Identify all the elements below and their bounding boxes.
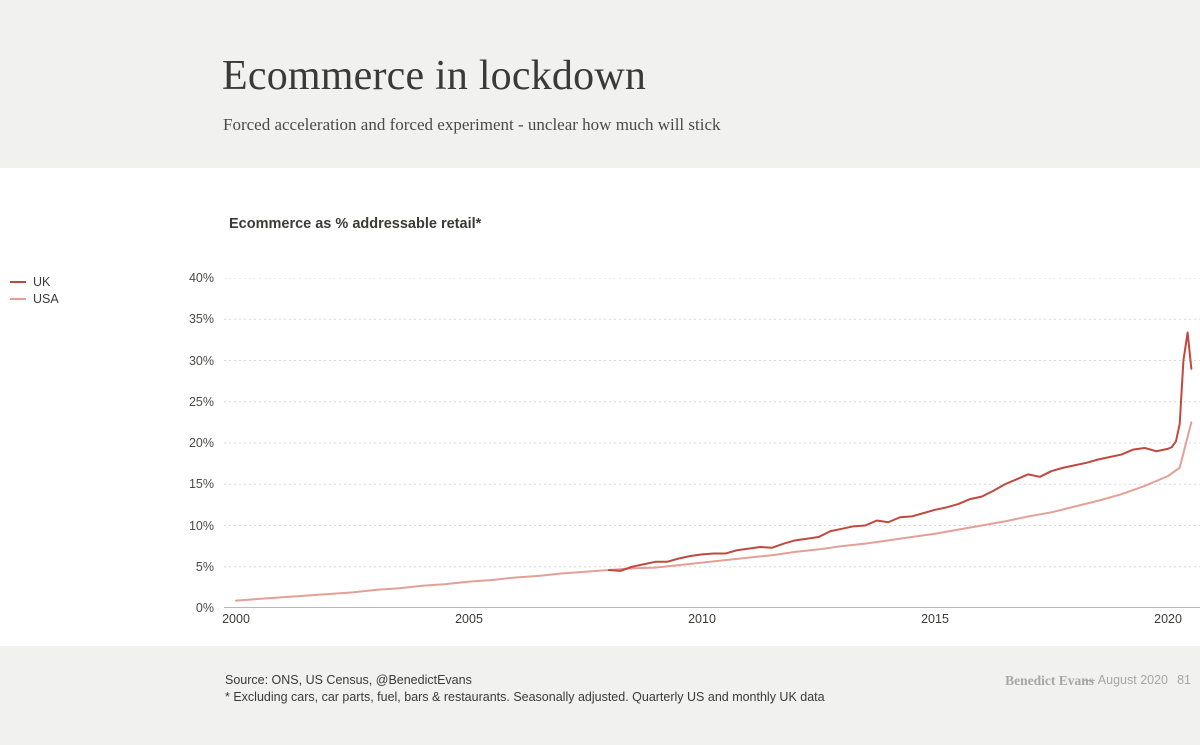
x-tick-label: 2010 [688,612,716,626]
y-tick-label: 25% [188,394,214,409]
chart-legend [10,274,150,308]
legend-item-uk[interactable] [10,274,150,290]
x-tick-label: 2005 [455,612,483,626]
page-subtitle: Forced acceleration and forced experiment - unclear how much will stick [223,115,721,134]
source-note-secondary: * Excluding cars, car parts, fuel, bars & restaurants. Seasonally adjusted. Quarterly US and monthly UK data [225,690,825,704]
page-number: 81 [1177,673,1191,687]
series-line-usa [236,422,1191,600]
chart-title: Ecommerce as % addressable retail* [229,216,482,232]
y-axis-ticks [168,271,214,615]
plot-canvas [224,278,1200,608]
y-tick-label: 30% [188,353,214,368]
y-tick-label: 0% [195,601,214,615]
y-tick-label: 5% [195,559,214,574]
credit-date: — August 2020 [1082,673,1168,687]
legend-label-uk: UK [33,275,51,289]
chart-svg [224,278,1200,608]
x-tick-label: 2020 [1154,612,1182,626]
legend-swatch-usa [10,298,26,300]
legend-swatch-uk [10,281,26,283]
y-tick-label: 40% [188,271,214,285]
y-tick-label: 10% [188,518,214,533]
footer-band [0,646,1200,745]
y-tick-label: 20% [188,436,214,450]
x-tick-label: 2000 [222,612,250,626]
x-axis-ticks [224,608,1200,632]
x-tick-label: 2015 [921,612,949,626]
y-tick-label: 15% [188,477,214,492]
page-title: Ecommerce in lockdown [222,53,647,99]
header-band [0,0,1200,168]
legend-item-usa[interactable] [10,291,150,307]
plot-region [188,271,1200,626]
y-tick-label: 35% [188,312,214,327]
series-line-uk [609,332,1192,570]
legend-label-usa: USA [33,292,59,306]
chart-area [0,168,1200,646]
source-note-primary: Source: ONS, US Census, @BenedictEvans [225,673,472,687]
author-credit: Benedict Evans [1005,673,1094,688]
